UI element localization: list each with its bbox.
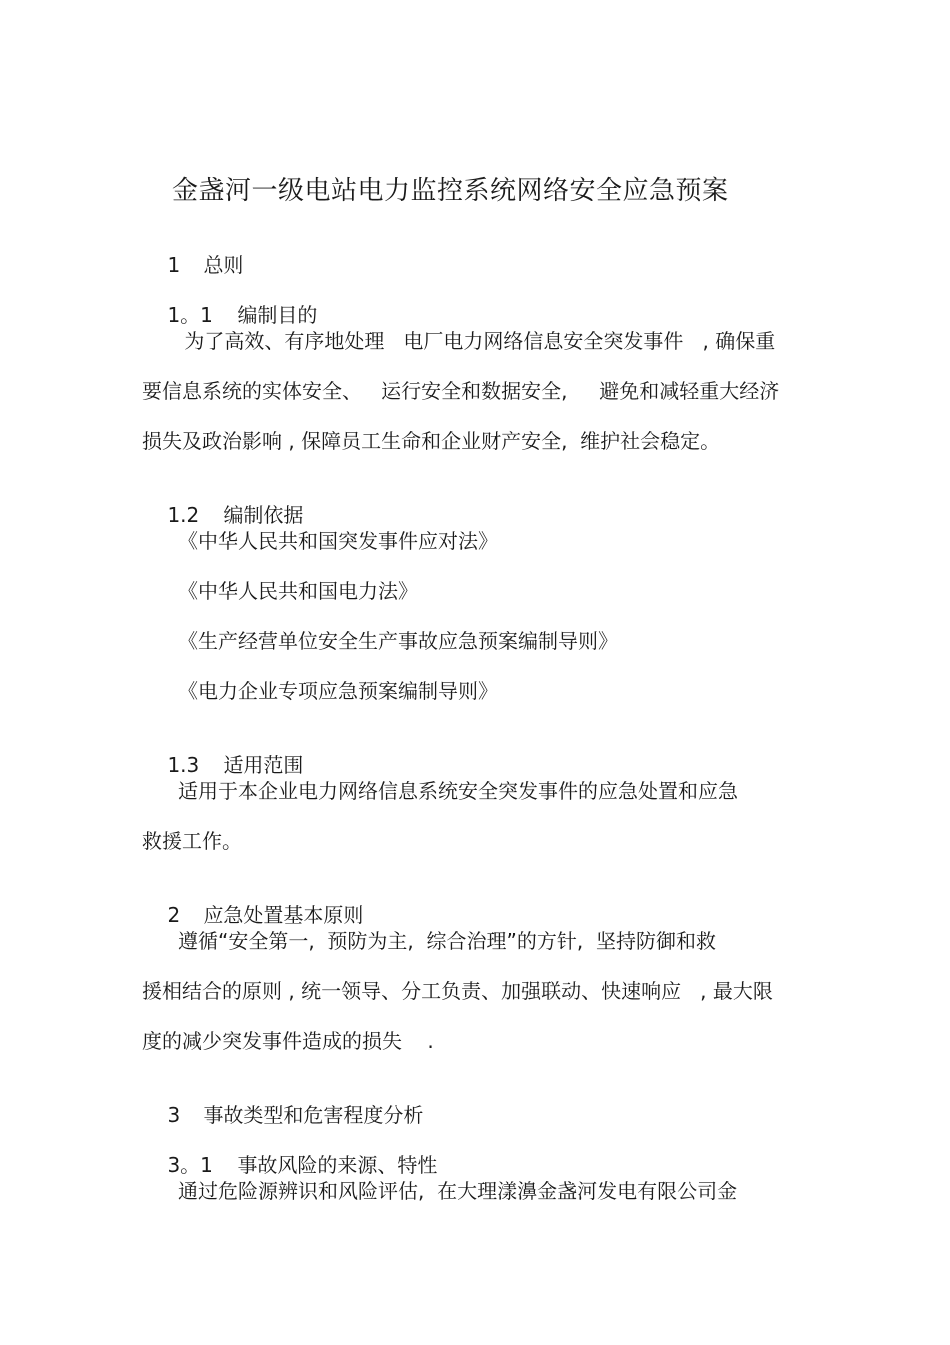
heading-label: 事故类型和危害程度分析: [203, 1103, 424, 1127]
paragraph-line: 损失及政治影响 , 保障员工生命和企业财产安全, 维护社会稳定。: [142, 429, 721, 453]
heading-number: 1.3: [167, 753, 200, 777]
paragraph-line: 救援工作。: [142, 829, 242, 853]
heading-number: 1。1: [167, 303, 213, 327]
paragraph-line: 通过危险源辨识和风险评估, 在大理漾濞金盏河发电有限公司金: [178, 1179, 738, 1203]
paragraph-line: 要信息系统的实体安全、 运行安全和数据安全, 避免和减轻重大经济: [142, 379, 780, 403]
reference-item: 《中华人民共和国突发事件应对法》: [178, 529, 498, 553]
paragraph-line: 遵循“安全第一, 预防为主, 综合治理”的方针, 坚持防御和救: [178, 929, 716, 953]
reference-item: 《中华人民共和国电力法》: [178, 579, 418, 603]
heading-label: 适用范围: [223, 753, 304, 777]
paragraph-line: 为了高效、有序地处理 电厂电力网络信息安全突发事件 , 确保重: [178, 329, 776, 353]
document-title: 金盏河一级电站电力监控系统网络安全应急预案: [172, 176, 729, 206]
heading-number: 2: [167, 903, 181, 927]
heading-number: 1.2: [167, 503, 200, 527]
heading-number: 3: [167, 1103, 181, 1127]
heading-label: 编制依据: [223, 503, 304, 527]
paragraph-line: 适用于本企业电力网络信息系统安全突发事件的应急处置和应急: [178, 779, 738, 803]
heading-number: 1: [167, 253, 181, 277]
heading-number: 3。1: [167, 1153, 213, 1177]
paragraph-line: 度的减少突发事件造成的损失 .: [142, 1029, 434, 1053]
heading-label: 总则: [203, 253, 244, 277]
reference-item: 《电力企业专项应急预案编制导则》: [178, 679, 498, 703]
reference-item: 《生产经营单位安全生产事故应急预案编制导则》: [178, 629, 618, 653]
heading-label: 事故风险的来源、特性: [237, 1153, 438, 1177]
heading-label: 编制目的: [237, 303, 318, 327]
paragraph-line: 援相结合的原则 , 统一领导、分工负责、加强联动、快速响应 , 最大限: [142, 979, 773, 1003]
heading-label: 应急处置基本原则: [203, 903, 364, 927]
